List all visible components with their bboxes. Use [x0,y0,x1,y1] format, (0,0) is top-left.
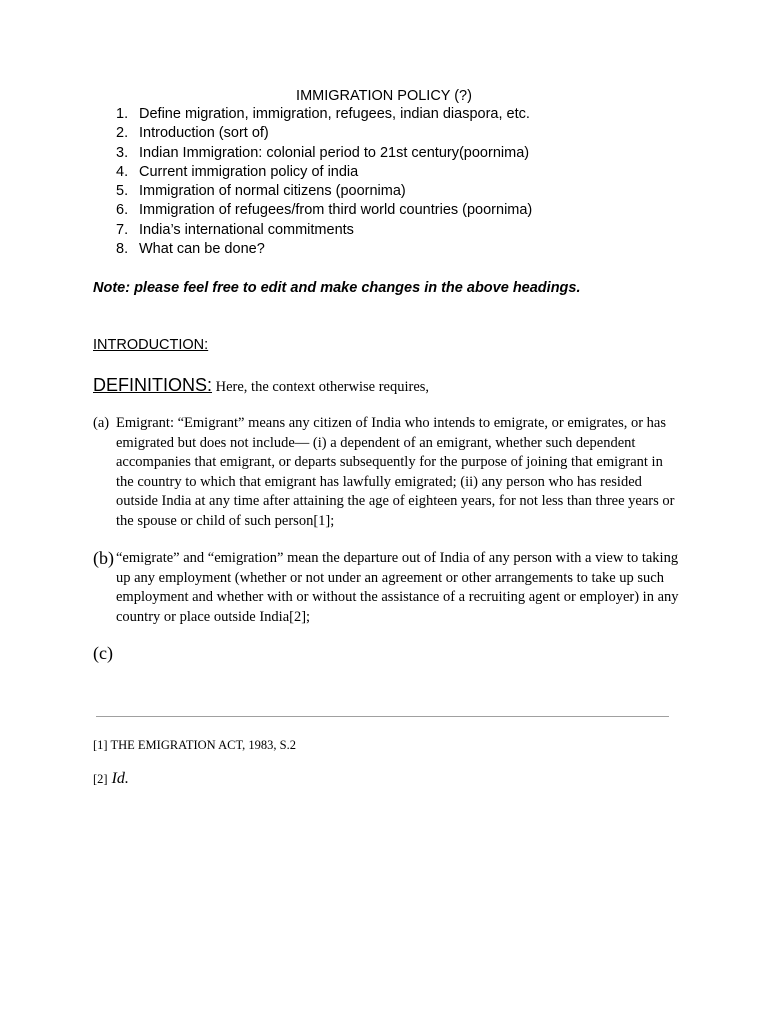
list-item-text: Current immigration policy of india [139,163,359,180]
list-item [116,124,532,143]
document-title: IMMIGRATION POLICY (?) [296,88,472,104]
list-item [116,221,532,240]
list-number: 7. [116,221,129,238]
editor-note: Note: please feel free to edit and make changes in the above headings. [93,280,581,296]
footnote-text: THE EMIGRATION ACT, 1983, S.2 [107,738,297,752]
definitions-header [93,375,429,396]
list-number: 2. [116,125,129,142]
list-item [116,105,532,124]
list-item-text: What can be done? [139,241,265,258]
list-item [116,201,532,220]
list-item-text: Indian Immigration: colonial period to 21st century(poornima) [139,144,530,161]
definition-text: Emigrant: “Emigrant” means any citizen of India who intends to emigrate, or emigrates, or has emigrated but does not include— (i) a dependent of an emigrant, whether such dependent accompanies that emigrant, or departs subsequently for the purpose of joining that emigrant in the country to which that emigrant has lawfully emigrated; (ii) any person who has resided outside India at any time after attaining the age of eighteen years, for not less than three years or the spouse or child of such person[1]; [116,415,675,529]
list-number: 1. [116,106,129,122]
definition-marker: (b) [93,548,114,568]
introduction-heading: INTRODUCTION: [93,337,209,353]
definition-marker: (a) [93,415,110,431]
definition-text: “emigrate” and “emigration” mean the departure out of India of any person with a view to taking up any employment (whether or not under an agreement or other arrangements to take up such employment and whether with or without the assistance of a recruiting agent or employer) in any country or place outside India[2]; [116,550,679,625]
definitions-lead: Here, the context otherwise requires, [212,379,430,395]
list-number: 6. [116,202,129,219]
definition-marker: (c) [93,643,113,663]
list-item-text: Immigration of refugees/from third world countries (poornima) [139,202,533,219]
list-number: 3. [116,144,129,161]
footnote-ref-link[interactable]: [1] [93,738,108,752]
definition-item-b [93,549,683,627]
list-item [116,240,532,259]
footnote-divider [96,716,669,717]
footnote-2 [93,770,129,788]
footnote-text: Id. [107,770,129,787]
list-item-text: India’s international commitments [139,221,354,238]
list-item [116,144,532,163]
definitions-heading: DEFINITIONS: [93,375,213,395]
list-item-text: Immigration of normal citizens (poornima) [139,183,406,200]
list-item [116,163,532,182]
definition-item-a [93,414,683,531]
list-number: 4. [116,163,129,180]
list-item [116,182,532,201]
footnote-1 [93,738,296,753]
list-item-text: Introduction (sort of) [139,125,269,142]
footnote-ref-link[interactable]: [2] [93,772,108,786]
list-number: 8. [116,241,129,258]
list-number: 5. [116,183,129,200]
list-item-text: Define migration, immigration, refugees, indian diaspora, etc. [139,106,530,122]
outline-list [116,105,532,259]
